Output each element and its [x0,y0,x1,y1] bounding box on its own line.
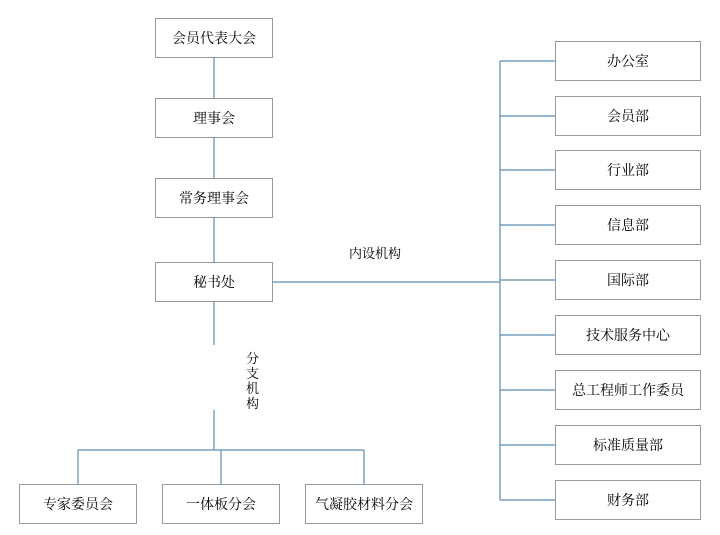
node-label: 理事会 [193,109,235,126]
node-information[interactable] [555,205,701,245]
node-office[interactable] [555,41,701,81]
node-label: 技术服务中心 [586,326,670,343]
node-label: 办公室 [607,52,649,69]
node-label: 专家委员会 [43,495,113,512]
node-label: 会员部 [607,107,649,124]
label-branch-organizations: 分支机构 [242,350,263,414]
node-label: 财务部 [607,491,649,508]
node-standard-quality[interactable] [555,425,701,465]
node-label: 会员代表大会 [172,29,256,46]
node-aerogel-materials[interactable] [305,484,423,524]
node-label: 信息部 [607,216,649,233]
node-assembly[interactable] [155,18,273,58]
node-label: 秘书处 [193,273,235,290]
node-international[interactable] [555,260,701,300]
node-label: 常务理事会 [179,189,249,206]
node-label: 一体板分会 [186,495,256,512]
label-internal-departments: 内设机构 [345,245,405,264]
node-finance[interactable] [555,480,701,520]
node-tech-service-center[interactable] [555,315,701,355]
node-industry[interactable] [555,150,701,190]
node-label: 标准质量部 [593,436,663,453]
node-integrated-board[interactable] [162,484,280,524]
node-label: 行业部 [607,161,649,178]
node-label: 国际部 [607,271,649,288]
node-membership[interactable] [555,96,701,136]
node-label: 总工程师工作委员 [572,381,684,398]
node-label: 气凝胶材料分会 [315,495,413,512]
node-chief-engineer-committee[interactable] [555,370,701,410]
node-council[interactable] [155,98,273,138]
node-standing-council[interactable] [155,178,273,218]
node-expert-committee[interactable] [19,484,137,524]
node-secretariat[interactable] [155,262,273,302]
